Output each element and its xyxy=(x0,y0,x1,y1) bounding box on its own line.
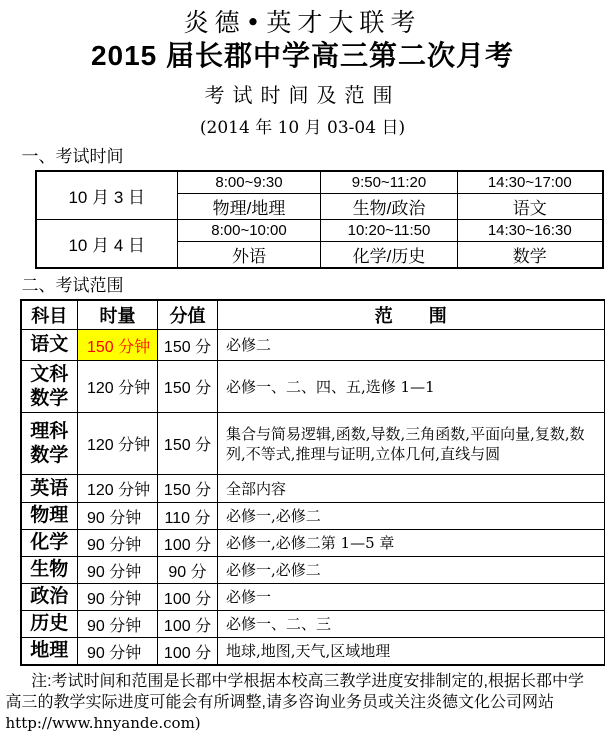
table-row xyxy=(21,475,605,503)
score-cell: 150 分 xyxy=(158,475,218,503)
subject-cell: 政治 xyxy=(21,584,78,611)
table-row xyxy=(21,530,605,557)
column-header-subject: 科目 xyxy=(21,300,78,330)
exam-notice-document xyxy=(2,0,604,719)
footer-note xyxy=(6,671,600,734)
table-row xyxy=(21,503,605,530)
score-cell: 150 分 xyxy=(158,413,218,475)
exam-date-cell: 10 月 3 日 xyxy=(36,171,178,219)
time-slot-cell: 10:20~11:50 xyxy=(321,219,458,241)
column-header-duration: 时量 xyxy=(78,300,158,330)
duration-cell: 90 分钟 xyxy=(78,611,158,638)
subject-cell: 英语 xyxy=(21,475,78,503)
table-row xyxy=(21,330,605,361)
scope-cell: 集合与简易逻辑,函数,导数,三角函数,平面向量,复数,数列,不等式,推理与证明,立体几何,直线与圆 xyxy=(218,413,605,475)
scope-cell: 必修一,必修二 xyxy=(218,503,605,530)
scope-cell: 必修二 xyxy=(218,330,605,361)
score-cell: 90 分 xyxy=(158,557,218,584)
time-slot-cell: 8:00~10:00 xyxy=(178,219,321,241)
footer-note-line: 注:考试时间和范围是长郡中学根据本校高三教学进度安排制定的,根据长郡中学 xyxy=(6,671,600,692)
duration-cell: 120 分钟 xyxy=(78,413,158,475)
column-header-score: 分值 xyxy=(158,300,218,330)
table-row xyxy=(21,584,605,611)
subject-cell: 物理 xyxy=(21,503,78,530)
document-header xyxy=(2,0,604,140)
scope-cell: 必修一,必修二第 1—5 章 xyxy=(218,530,605,557)
scope-cell: 必修一、二、三 xyxy=(218,611,605,638)
scope-cell: 必修一 xyxy=(218,584,605,611)
score-cell: 100 分 xyxy=(158,530,218,557)
subject-cell: 生物 xyxy=(21,557,78,584)
subject-cell: 语文 xyxy=(458,193,603,219)
time-slot-cell: 14:30~17:00 xyxy=(458,171,603,193)
scope-cell: 必修一、二、四、五,选修 1—1 xyxy=(218,361,605,413)
duration-cell: 120 分钟 xyxy=(78,361,158,413)
duration-cell: 90 分钟 xyxy=(78,503,158,530)
subject-cell: 生物/政治 xyxy=(321,193,458,219)
table-row xyxy=(36,171,603,193)
duration-cell: 90 分钟 xyxy=(78,584,158,611)
brand-title: 炎德•英才大联考 xyxy=(2,0,604,39)
duration-cell-highlighted: 150 分钟 xyxy=(78,330,158,361)
subject-cell: 化学/历史 xyxy=(321,241,458,268)
subject-cell: 理科数学 xyxy=(21,413,78,475)
duration-cell: 90 分钟 xyxy=(78,557,158,584)
subject-cell: 历史 xyxy=(21,611,78,638)
score-cell: 150 分 xyxy=(158,330,218,361)
subject-cell: 语文 xyxy=(21,330,78,361)
table-row xyxy=(21,557,605,584)
section-heading-exam-time: 一、考试时间 xyxy=(22,147,604,167)
exam-time-table xyxy=(35,170,604,269)
score-cell: 100 分 xyxy=(158,638,218,666)
table-row xyxy=(36,219,603,241)
score-cell: 100 分 xyxy=(158,611,218,638)
table-row xyxy=(21,413,605,475)
table-row xyxy=(21,611,605,638)
subject-cell: 物理/地理 xyxy=(178,193,321,219)
subject-cell: 文科数学 xyxy=(21,361,78,413)
footer-note-url: http://www.hnyande.com) xyxy=(6,713,600,734)
subject-cell: 地理 xyxy=(21,638,78,666)
scope-cell: 必修一,必修二 xyxy=(218,557,605,584)
score-cell: 100 分 xyxy=(158,584,218,611)
exam-date-cell: 10 月 4 日 xyxy=(36,219,178,268)
scope-cell: 全部内容 xyxy=(218,475,605,503)
subject-cell: 外语 xyxy=(178,241,321,268)
score-cell: 150 分 xyxy=(158,361,218,413)
main-title: 2015 届长郡中学高三第二次月考 xyxy=(2,39,604,73)
duration-cell: 90 分钟 xyxy=(78,530,158,557)
section-heading-exam-scope: 二、考试范围 xyxy=(22,276,604,296)
table-header-row xyxy=(21,300,605,330)
time-slot-cell: 8:00~9:30 xyxy=(178,171,321,193)
footer-note-line: 高三的教学实际进度可能会有所调整,请多咨询业务员或关注炎德文化公司网站 xyxy=(6,692,600,713)
duration-cell: 120 分钟 xyxy=(78,475,158,503)
table-row xyxy=(21,361,605,413)
subject-cell: 数学 xyxy=(458,241,603,268)
time-slot-cell: 14:30~16:30 xyxy=(458,219,603,241)
table-row xyxy=(21,638,605,666)
time-slot-cell: 9:50~11:20 xyxy=(321,171,458,193)
scope-cell: 地球,地图,天气,区域地理 xyxy=(218,638,605,666)
exam-scope-table xyxy=(20,299,605,667)
subtitle: 考试时间及范围 xyxy=(2,82,604,108)
duration-cell: 90 分钟 xyxy=(78,638,158,666)
exam-date-line: (2014 年 10 月 03-04 日) xyxy=(2,117,604,140)
score-cell: 110 分 xyxy=(158,503,218,530)
column-header-scope: 范 围 xyxy=(218,300,605,330)
subject-cell: 化学 xyxy=(21,530,78,557)
